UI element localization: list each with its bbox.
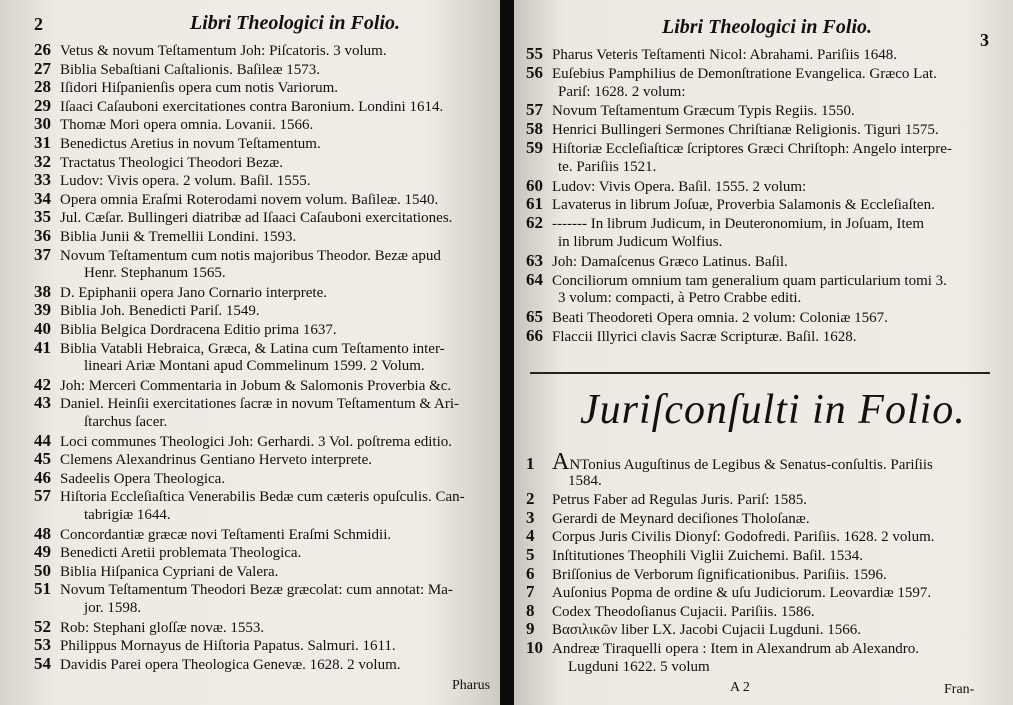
entry-text: Novum Teſtamentum cum notis majoribus Theodor. Bezæ apud <box>60 247 441 264</box>
entry-text: Benedictus Aretius in novum Teſtamentum. <box>60 136 321 152</box>
entry-number: 64 <box>526 269 543 289</box>
entry-row <box>84 412 167 432</box>
entry-text: Biblia Vatabli Hebraica, Græca, & Latina cum Teſtamento inter- <box>60 340 445 357</box>
entry-number: 41 <box>34 337 51 357</box>
entry-text: Sadeelis Opera Theologica. <box>60 470 226 487</box>
catchword: Pharus <box>452 678 491 693</box>
entry-text: Lugduni 1622. 5 volum <box>568 658 710 675</box>
entry-number: 42 <box>34 374 51 394</box>
entry-text: Biblia Junii & Tremellii Londini. 1593. <box>60 229 297 245</box>
entry-text: Tractatus Theologici Theodori Bezæ. <box>60 154 284 171</box>
running-header: Libri Theologici in Folio. <box>190 12 401 34</box>
entry-text: Thomæ Mori opera omnia. Lovanii. 1566. <box>60 117 314 134</box>
entry-number: 40 <box>34 319 51 338</box>
right-page <box>514 0 1013 705</box>
entry-text: Henrici Bullingeri Sermones Chriſtianæ Religionis. Tiguri 1575. <box>552 122 939 139</box>
entry-text: Pariſ: 1628. 2 volum: <box>558 83 686 100</box>
running-header: Libri Theologici in Folio. <box>662 16 873 38</box>
entry-row <box>558 82 686 102</box>
entry-number: 57 <box>526 100 543 120</box>
entry-text: Philippus Mornayus de Hiſtoria Papatus. Salmuri. 1611. <box>60 638 396 655</box>
entry-row <box>34 654 400 675</box>
entry-text: Biblia Hiſpanica Cypriani de Valera. <box>60 563 279 580</box>
entry-text: Jul. Cæſar. Bullingeri diatribæ ad Iſaaci Caſauboni exercitationes. <box>60 210 453 227</box>
entry-number: 63 <box>526 250 543 270</box>
entry-text: Loci communes Theologici Joh: Gerhardi. 3 Vol. poſtrema editio. <box>60 433 453 450</box>
entry-text: Ludov: Vivis opera. 2 volum. Baſil. 1555. <box>60 173 311 190</box>
entry-text: Euſebius Pamphilius de Demonſtratione Evangelica. Græco Lat. <box>552 65 937 82</box>
entry-text: Biblia Belgica Dordracena Editio prima 1637. <box>60 322 337 338</box>
entry-number: 31 <box>34 133 51 152</box>
entry-row <box>558 288 801 308</box>
entry-number: 50 <box>34 560 51 580</box>
entry-text: Vetus & novum Teſtamentum Joh: Piſcatoris. 3 volum. <box>60 43 387 59</box>
entry-number: 44 <box>34 430 51 450</box>
entry-number: 2 <box>526 489 535 509</box>
entry-number: 46 <box>34 467 51 487</box>
entry-text: Flaccii Illyrici clavis Sacræ Scripturæ. Baſil. 1628. <box>552 329 857 345</box>
entry-number: 51 <box>34 579 51 599</box>
entry-text: Andreæ Tiraquelli opera : Item in Alexandrum ab Alexandro. <box>552 641 920 657</box>
entry-number: 59 <box>526 138 543 157</box>
entry-text: Βασιλικῶν liber LX. Jacobi Cujacii Lugduni. 1566. <box>552 622 862 639</box>
entry-number: 66 <box>526 326 543 345</box>
section-title: Juriſconſulti in Folio. <box>580 387 966 433</box>
entry-number: 29 <box>34 95 51 115</box>
entry-number: 55 <box>526 44 543 63</box>
entry-text: Benedicti Aretii problemata Theologica. <box>60 545 302 562</box>
entry-text: Biblia Sebaſtiani Caſtalionis. Baſileæ 1573. <box>60 61 320 78</box>
entry-text: Codex Theodoſianus Cujacii. Pariſiis. 1586. <box>552 603 815 620</box>
entry-number: 49 <box>34 542 51 562</box>
entry-text: Henr. Stephanum 1565. <box>84 265 226 282</box>
entry-number: 5 <box>526 545 535 564</box>
entry-text: Hiſtoriæ Eccleſiaſticæ ſcriptores Græci Chriſtoph: Angelo interpre- <box>552 141 952 157</box>
entry-text: Novum Teſtamentum Græcum Typis Regiis. 1550. <box>552 103 855 120</box>
entry-number: 6 <box>526 563 535 583</box>
entry-number: 7 <box>526 582 535 602</box>
entry-number: 62 <box>526 213 543 233</box>
entry-number: 61 <box>526 194 543 214</box>
catchword: Fran- <box>944 682 975 697</box>
entry-text: Gerardi de Meynard deciſiones Tholoſanæ. <box>552 510 810 527</box>
entry-text: Beati Theodoreti Opera omnia. 2 volum: Coloniæ 1567. <box>552 310 888 327</box>
entry-row <box>568 657 710 677</box>
entry-text: Lavaterus in librum Joſuæ, Proverbia Salamonis & Eccleſiaſten. <box>552 197 935 214</box>
entry-text: tabrigiæ 1644. <box>84 507 171 523</box>
entry-text: te. Pariſiis 1521. <box>558 158 657 175</box>
entry-number: 53 <box>34 635 51 655</box>
entry-number: 52 <box>34 616 51 636</box>
entry-number: 36 <box>34 226 51 245</box>
entry-text: Ludov: Vivis Opera. Baſil. 1555. 2 volum: <box>552 178 807 195</box>
entry-number: 9 <box>526 619 535 639</box>
entry-text: jor. 1598. <box>84 600 142 616</box>
entry-text: Briſſonius de Verborum ſignificationibus. Pariſiis. 1596. <box>552 566 887 583</box>
entry-text: Inſtitutiones Theophili Viglii Zuichemi. Baſil. 1534. <box>552 548 864 564</box>
entry-row <box>84 505 171 525</box>
entry-text: Novum Teſtamentum Theodori Bezæ græcolat: cum annotat: Ma- <box>60 582 453 599</box>
entry-number: 60 <box>526 175 543 195</box>
left-page <box>0 0 500 705</box>
entry-number: 65 <box>526 307 543 327</box>
entry-number: 1 <box>526 454 535 473</box>
entry-text: NTonius Auguſtinus de Legibus & Senatus-conſultis. Pariſiis <box>569 457 933 473</box>
entry-number: 27 <box>34 58 51 78</box>
entry-number: 34 <box>34 188 51 208</box>
entry-text: in librum Judicum Wolfius. <box>558 234 723 250</box>
entry-number: 37 <box>34 244 51 264</box>
entry-row <box>558 232 722 252</box>
entry-text: Joh: Merceri Commentaria in Jobum & Salomonis Proverbia &c. <box>60 377 452 394</box>
entry-text: Iſidori Hiſpanienſis opera cum notis Variorum. <box>60 80 339 97</box>
section-divider <box>530 372 990 374</box>
entry-text: ſtarchus ſacer. <box>84 414 168 430</box>
entry-text: Daniel. Heinſii exercitationes ſacræ in novum Teſtamentum & Ari- <box>60 396 459 413</box>
entry-text: Joh: Damaſcenus Græco Latinus. Baſil. <box>552 253 788 270</box>
entry-text: Corpus Juris Civilis Dionyſ: Godofredi. Pariſiis. 1628. 2 volum. <box>552 529 935 546</box>
entry-text: Opera omnia Eraſmi Roterodami novem volum. Baſileæ. 1540. <box>60 191 439 208</box>
entry-text: D. Epiphanii opera Jano Cornario interprete. <box>60 284 327 301</box>
entry-number: 32 <box>34 151 51 171</box>
entry-text: Petrus Faber ad Regulas Juris. Pariſ: 1585. <box>552 492 807 509</box>
drop-cap: A <box>552 449 570 475</box>
entry-text: Iſaaci Caſauboni exercitationes contra Baronium. Londini 1614. <box>60 98 444 115</box>
entry-number: 10 <box>526 638 543 657</box>
entry-text: Clemens Alexandrinus Gentiano Herveto interprete. <box>60 452 372 469</box>
entry-row <box>84 263 226 283</box>
entry-number: 8 <box>526 600 535 620</box>
entry-number: 58 <box>526 119 543 139</box>
entry-row <box>558 157 656 177</box>
entry-number: 57 <box>34 486 51 506</box>
entry-number: 56 <box>526 62 543 82</box>
page-number: 2 <box>34 14 43 34</box>
entry-text: 3 volum: compacti, à Petro Crabbe editi. <box>558 290 802 307</box>
entry-text: ------- In librum Judicum, in Deuteronomium, in Joſuam, Item <box>552 216 925 233</box>
entry-text: Concordantiæ græcæ novi Teſtamenti Eraſmi Schmidii. <box>60 526 392 543</box>
entry-number: 28 <box>34 77 51 97</box>
entry-row <box>84 356 425 376</box>
entry-number: 54 <box>34 653 51 673</box>
entry-number: 3 <box>526 507 535 527</box>
entry-number: 4 <box>526 526 535 546</box>
entry-row <box>84 598 141 618</box>
entry-text: Conciliorum omnium tam generalium quam particularium tomi 3. <box>552 272 947 289</box>
entry-number: 38 <box>34 281 51 301</box>
page-number: 3 <box>980 30 989 50</box>
entry-number: 39 <box>34 300 51 320</box>
entry-text: Pharus Veteris Teſtamenti Nicol: Abrahami. Pariſiis 1648. <box>552 47 898 63</box>
entry-number: 43 <box>34 393 51 413</box>
entry-row <box>568 471 602 491</box>
entry-number: 45 <box>34 449 51 469</box>
entry-number: 30 <box>34 114 51 134</box>
entry-number: 33 <box>34 170 51 190</box>
entry-text: 1584. <box>568 472 602 489</box>
entry-text: Hiſtoria Eccleſiaſtica Venerabilis Bedæ cum cæteris opuſculis. Can- <box>60 489 465 506</box>
entry-text: Davidis Parei opera Theologica Genevæ. 1628. 2 volum. <box>60 656 401 673</box>
entry-number: 48 <box>34 523 51 543</box>
entry-number: 35 <box>34 207 51 227</box>
signature-mark: A 2 <box>730 680 750 695</box>
entry-text: Biblia Joh. Benedicti Pariſ. 1549. <box>60 303 260 320</box>
entry-row <box>526 326 857 347</box>
entry-text: lineari Ariæ Montani apud Commelinum 1599. 2 Volum. <box>84 358 425 375</box>
entry-text: Rob: Stephani gloſſæ novæ. 1553. <box>60 619 265 636</box>
entry-text: Auſonius Popma de ordine & uſu Judiciorum. Leovardiæ 1597. <box>552 585 932 602</box>
book-gutter <box>500 0 514 705</box>
entry-number: 26 <box>34 40 51 59</box>
